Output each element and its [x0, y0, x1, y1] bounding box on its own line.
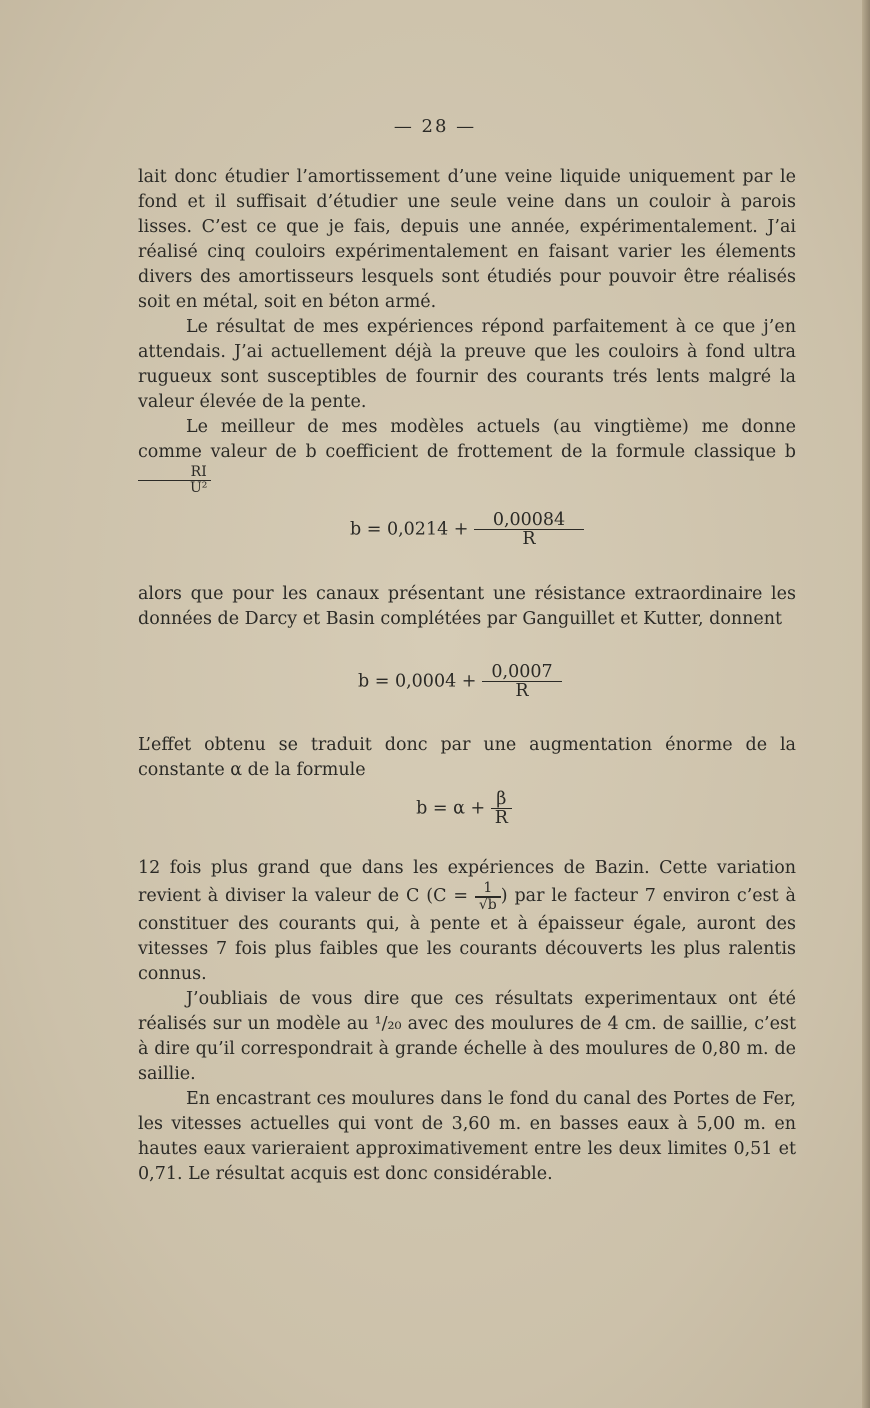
inline-formula-c-numerator: 1: [475, 881, 501, 897]
formula-1-fraction: [474, 511, 584, 549]
inline-formula-c-fraction: [475, 881, 501, 912]
formula-2: [0, 663, 870, 701]
paragraph-6-block: [138, 856, 796, 987]
page-edge-shadow: [862, 0, 870, 1408]
paragraph-5: L’effet obtenu se traduit donc par une augmentation énorme de la constante α de la formule: [138, 735, 796, 780]
paragraph-1: [138, 165, 796, 495]
paragraph-3-text: Le meilleur de mes modèles actuels (au vingtième) me donne comme valeur de b coefficient de frottement de la formule classique b: [138, 417, 796, 462]
formula-2-numerator: 0,0007: [482, 663, 562, 682]
fraction-denominator: U²: [190, 479, 208, 496]
formula-3-lhs: b = α +: [416, 798, 486, 819]
formula-3-denominator: R: [494, 808, 508, 829]
formula-3: [0, 790, 870, 828]
paragraph-8: En encastrant ces moulures dans le fond du canal des Portes de Fer, les vitesses actuelles qui vont de 3,60 m. en basses eaux à 5,00 m. en hautes eaux varieraient approximativement entre les deux limites 0,51 et 0,71. Le résultat acquis est donc considérable.: [138, 1089, 796, 1185]
formula-2-lhs: b = 0,0004 +: [357, 671, 477, 692]
paragraph-6-text-a: 12 fois plus grand que dans les expériences de Bazin. Cette variation revient à diviser la valeur de C: [138, 858, 796, 907]
formula-2-denominator: R: [515, 681, 529, 702]
inline-formula-c-denominator: √b: [475, 897, 501, 913]
paragraph-3: [138, 415, 796, 495]
paragraph-7: J’oubliais de vous dire que ces résultats experimentaux ont été réalisés sur un modèle au ¹/₂₀ avec des moulures de 4 cm. de saillie, c’est à dire qu’il correspondrait à grande échelle à des moulures de 0,80 m. de saillie.: [138, 989, 796, 1085]
formula-1: [0, 511, 870, 549]
paragraph-6: [138, 856, 796, 1187]
paragraph-4: alors que pour les canaux présentant une résistance extraordinaire les données de Darcy et Basin complétées par Ganguillet et Kutter, donnent: [138, 584, 796, 629]
page-number: — 28 —: [393, 116, 477, 137]
formula-1-denominator: R: [522, 529, 536, 550]
formula-1-lhs: b = 0,0214 +: [349, 519, 469, 540]
inline-formula-c: (C = $\frac{1}{√b}$ ): [426, 880, 508, 913]
formula-3-numerator: β: [491, 790, 512, 809]
paragraph-6-text-b: par le facteur 7 environ c’est à constituer des courants qui, à pente et à épaisseur égale, auront des vitesses 7 fois plus faibles que les courants découverts les plus ralentis connus.: [138, 886, 796, 985]
inline-fraction-ri-u2: [138, 465, 211, 495]
paragraph-1-text: lait donc étudier l’amortissement d’une veine liquide uniquement par le fond et il suffisait d’étudier une seule veine dans un couloir à parois lisses. C’est ce que je fais, depuis une année, expérimentalement. J’ai réalisé cinq couloirs expérimentalement en faisant varier les élements divers des amortisseurs lesquels sont étudiés pour pouvoir être réalisés soit en métal, soit en béton armé.: [138, 167, 796, 312]
fraction-numerator: RI: [138, 465, 211, 481]
formula-3-fraction: [491, 790, 512, 828]
formula-1-numerator: 0,00084: [474, 511, 584, 530]
formula-2-fraction: [482, 663, 562, 701]
inline-formula-c-lhs: C =: [433, 886, 475, 907]
paragraph-2-text: Le résultat de mes expériences répond parfaitement à ce que j’en attendais. J’ai actuellement déjà la preuve que les couloirs à fond ultra rugueux sont susceptibles de fournir des courants trés lents malgré la valeur élevée de la pente.: [138, 317, 796, 412]
